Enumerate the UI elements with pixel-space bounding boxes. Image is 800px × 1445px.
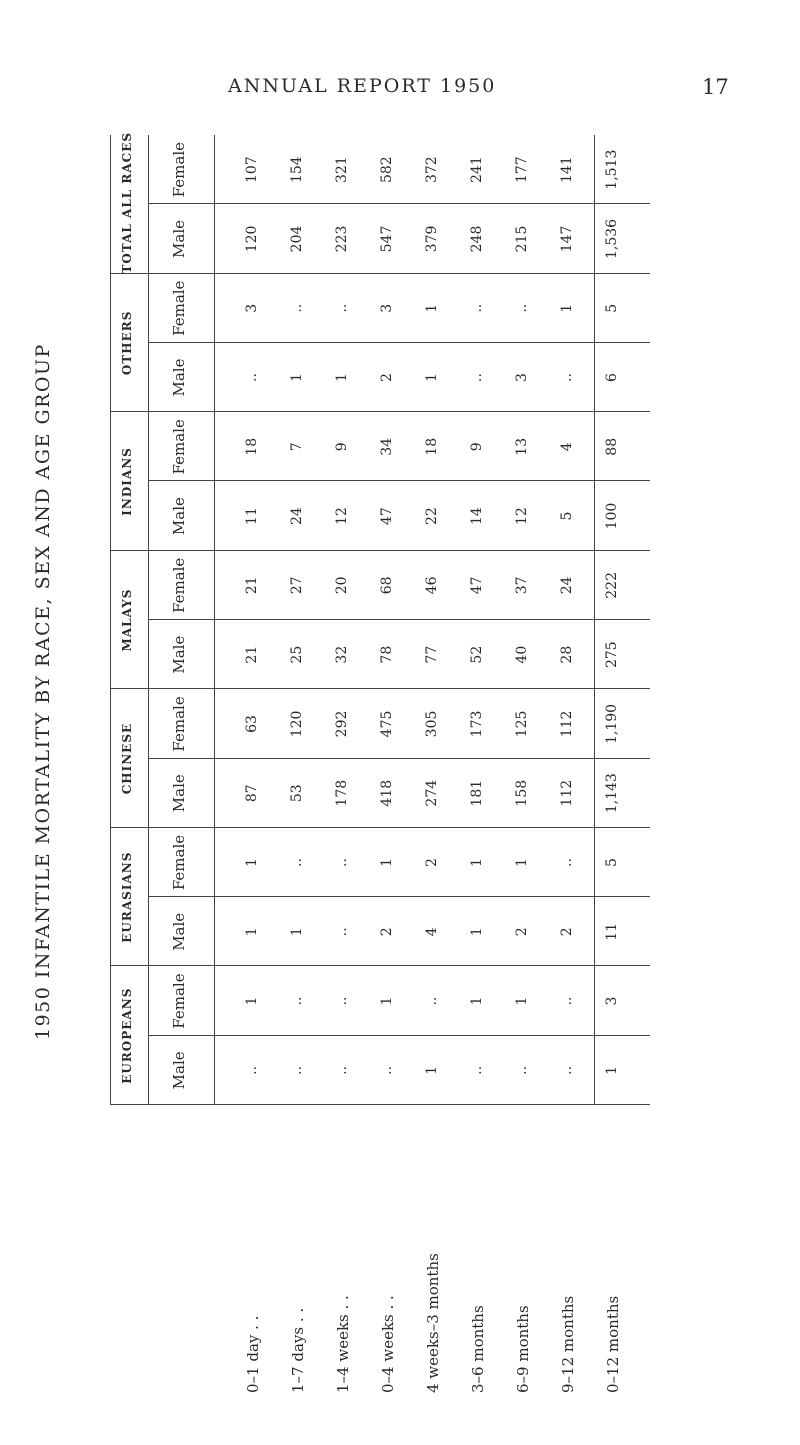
table-cell: 2 bbox=[379, 373, 395, 382]
male-header: Male bbox=[170, 774, 188, 813]
table-cell: .. bbox=[559, 1065, 575, 1075]
table-cell: 204 bbox=[289, 225, 305, 253]
table-cell: 177 bbox=[514, 156, 530, 184]
table-cell: .. bbox=[514, 1065, 530, 1075]
table-cell: 1 bbox=[559, 303, 575, 313]
table-cell: 173 bbox=[469, 710, 485, 738]
table-cell: .. bbox=[289, 858, 305, 867]
age-group-label: 3–6 months bbox=[469, 1305, 487, 1393]
table-cell: 274 bbox=[424, 779, 440, 807]
table-cell: 46 bbox=[424, 576, 440, 595]
table-cell: 181 bbox=[469, 779, 485, 807]
female-header: Female bbox=[170, 280, 188, 336]
table-cell: .. bbox=[469, 303, 485, 313]
table-cell: 2 bbox=[424, 858, 440, 867]
male-header: Male bbox=[170, 912, 188, 951]
table-cell: 158 bbox=[514, 779, 530, 807]
table-cell: 1,143 bbox=[604, 773, 620, 814]
male-header: Male bbox=[170, 219, 188, 258]
table-cell: 418 bbox=[379, 779, 395, 807]
table-cell: 18 bbox=[424, 437, 440, 456]
table-cell: 18 bbox=[244, 437, 260, 456]
table-cell: 6 bbox=[604, 373, 620, 382]
table-cell: 11 bbox=[244, 507, 260, 525]
table-cell: 24 bbox=[289, 507, 305, 525]
table-cell: 63 bbox=[244, 715, 260, 733]
table-cell: 12 bbox=[334, 507, 350, 525]
table-cell: 78 bbox=[379, 645, 395, 664]
table-cell: 40 bbox=[514, 645, 530, 664]
table-cell: 1,536 bbox=[604, 218, 620, 259]
table-cell: 47 bbox=[469, 576, 485, 595]
table-cell: 1 bbox=[424, 1065, 440, 1075]
table-cell: 1,513 bbox=[604, 149, 620, 190]
table-cell: 88 bbox=[604, 437, 620, 456]
table-cell: 4 bbox=[559, 442, 575, 452]
table-cell: 147 bbox=[559, 225, 575, 253]
table-cell: 321 bbox=[334, 156, 350, 184]
table-cell: 248 bbox=[469, 225, 485, 253]
table-cell: 3 bbox=[604, 996, 620, 1006]
table-cell: 582 bbox=[379, 156, 395, 184]
race-header: MALAYS bbox=[120, 588, 134, 652]
male-header: Male bbox=[170, 358, 188, 397]
male-header: Male bbox=[170, 635, 188, 674]
table-cell: 1 bbox=[289, 373, 305, 382]
table-cell: 3 bbox=[244, 303, 260, 313]
table-cell: 292 bbox=[334, 710, 350, 738]
total-rule bbox=[594, 135, 595, 1105]
female-header: Female bbox=[170, 557, 188, 614]
race-subheader-rule bbox=[148, 966, 149, 1105]
age-group-label: 0–4 weeks . . bbox=[379, 1295, 397, 1393]
table-cell: 1 bbox=[244, 927, 260, 937]
table-cell: 1 bbox=[469, 927, 485, 937]
table-cell: 1 bbox=[379, 996, 395, 1006]
table-cell: .. bbox=[334, 858, 350, 867]
header-top-rule bbox=[110, 135, 111, 1105]
table-cell: .. bbox=[334, 927, 350, 937]
female-header: Female bbox=[170, 834, 188, 891]
table-cell: .. bbox=[379, 1065, 395, 1075]
table-cell: .. bbox=[559, 996, 575, 1006]
table-cell: 77 bbox=[424, 645, 440, 664]
race-header: TOTAL ALL RACES bbox=[120, 131, 134, 274]
table-cell: .. bbox=[334, 996, 350, 1006]
table-cell: .. bbox=[514, 303, 530, 313]
table-cell: 241 bbox=[469, 156, 485, 184]
table-cell: .. bbox=[559, 373, 575, 382]
table-cell: 222 bbox=[604, 572, 620, 599]
table-cell: .. bbox=[289, 303, 305, 313]
table-cell: 1 bbox=[469, 858, 485, 867]
table-cell: 11 bbox=[604, 922, 620, 941]
table-cell: 9 bbox=[469, 442, 485, 452]
table-cell: 547 bbox=[379, 225, 395, 253]
age-group-label: 1–7 days . . bbox=[289, 1307, 307, 1393]
table-cell: 52 bbox=[469, 645, 485, 664]
table-cell: 5 bbox=[559, 511, 575, 521]
race-subheader-rule bbox=[148, 689, 149, 828]
mortality-table bbox=[110, 131, 670, 1405]
page-header bbox=[0, 75, 800, 115]
table-cell: .. bbox=[289, 996, 305, 1006]
table-cell: 120 bbox=[289, 710, 305, 738]
table-cell: 47 bbox=[379, 507, 395, 525]
male-header: Male bbox=[170, 1051, 188, 1090]
table-cell: 2 bbox=[559, 927, 575, 937]
table-cell: 1 bbox=[379, 858, 395, 867]
table-cell: 305 bbox=[424, 710, 440, 738]
table-cell: 9 bbox=[334, 442, 350, 452]
race-header: EURASIANS bbox=[120, 851, 134, 943]
table-cell: 1 bbox=[334, 373, 350, 382]
table-cell: 3 bbox=[514, 373, 530, 382]
table-cell: .. bbox=[469, 373, 485, 382]
table-cell: 21 bbox=[244, 576, 260, 595]
table-cell: 141 bbox=[559, 156, 575, 184]
table-cell: 215 bbox=[514, 225, 530, 253]
table-cell: 12 bbox=[514, 507, 530, 525]
table-cell: 14 bbox=[469, 507, 485, 525]
table-cell: 112 bbox=[559, 779, 575, 807]
table-cell: 154 bbox=[289, 156, 305, 184]
age-group-label: 1–4 weeks . . bbox=[334, 1295, 352, 1393]
table-cell: 372 bbox=[424, 156, 440, 184]
page-number: 17 bbox=[702, 75, 729, 99]
table-cell: 1 bbox=[469, 996, 485, 1006]
table-cell: 21 bbox=[244, 645, 260, 664]
running-title: ANNUAL REPORT 1950 bbox=[228, 75, 497, 97]
race-header: INDIANS bbox=[120, 447, 134, 516]
table-cell: 1 bbox=[289, 927, 305, 937]
age-group-label: 0–1 day . . bbox=[244, 1315, 262, 1393]
table-title: 1950 INFANTILE MORTALITY BY RACE, SEX AND AGE GROUP bbox=[32, 343, 54, 1040]
race-subheader-rule bbox=[148, 551, 149, 690]
table-cell: 1 bbox=[424, 373, 440, 382]
table-cell: .. bbox=[289, 1065, 305, 1075]
table-cell: .. bbox=[244, 373, 260, 382]
table-cell: .. bbox=[559, 858, 575, 867]
female-header: Female bbox=[170, 973, 188, 1029]
table-cell: 1 bbox=[514, 858, 530, 867]
table-cell: 1 bbox=[604, 1065, 620, 1075]
table-cell: 5 bbox=[604, 858, 620, 867]
table-cell: 475 bbox=[379, 710, 395, 738]
table-cell: 20 bbox=[334, 576, 350, 595]
female-header: Female bbox=[170, 142, 188, 198]
table-cell: .. bbox=[334, 303, 350, 313]
female-header: Female bbox=[170, 696, 188, 752]
race-header: EUROPEANS bbox=[120, 987, 134, 1084]
age-group-label: 9–12 months bbox=[559, 1295, 577, 1393]
race-header: CHINESE bbox=[120, 722, 134, 795]
table-cell: .. bbox=[469, 1065, 485, 1075]
table-cell: 3 bbox=[379, 303, 395, 313]
table-cell: 2 bbox=[379, 927, 395, 937]
race-subheader-rule bbox=[148, 274, 149, 413]
race-subheader-rule bbox=[148, 412, 149, 551]
table-cell: 1,190 bbox=[604, 703, 620, 744]
table-cell: 25 bbox=[289, 645, 305, 664]
male-header: Male bbox=[170, 497, 188, 536]
race-header: OTHERS bbox=[120, 310, 134, 376]
table-cell: 1 bbox=[424, 303, 440, 313]
table-cell: 7 bbox=[289, 442, 305, 452]
table-cell: .. bbox=[334, 1065, 350, 1075]
table-cell: 34 bbox=[379, 437, 395, 456]
table-cell: 125 bbox=[514, 710, 530, 738]
female-header: Female bbox=[170, 419, 188, 475]
table-cell: 68 bbox=[379, 576, 395, 595]
table-cell: 27 bbox=[289, 576, 305, 595]
table-cell: .. bbox=[424, 996, 440, 1006]
table-cell: 32 bbox=[334, 645, 350, 664]
table-cell: 1 bbox=[514, 996, 530, 1006]
table-cell: 100 bbox=[604, 502, 620, 530]
age-group-label: 4 weeks–3 months bbox=[424, 1253, 442, 1393]
header-bottom-rule bbox=[214, 135, 215, 1105]
table-cell: .. bbox=[244, 1065, 260, 1075]
table-cell: 13 bbox=[514, 437, 530, 456]
table-cell: 28 bbox=[559, 645, 575, 664]
race-subheader-rule bbox=[148, 135, 149, 274]
age-group-label: 6–9 months bbox=[514, 1305, 532, 1393]
table-cell: 4 bbox=[424, 927, 440, 937]
table-cell: 5 bbox=[604, 303, 620, 313]
table-cell: 379 bbox=[424, 225, 440, 253]
table-cell: 22 bbox=[424, 507, 440, 525]
race-subheader-rule bbox=[148, 828, 149, 967]
table-cell: 37 bbox=[514, 576, 530, 595]
table-cell: 87 bbox=[244, 784, 260, 803]
table-cell: 53 bbox=[289, 784, 305, 803]
age-group-label: 0–12 months bbox=[604, 1295, 622, 1393]
table-cell: 1 bbox=[244, 858, 260, 867]
table-cell: 2 bbox=[514, 927, 530, 937]
table-cell: 24 bbox=[559, 576, 575, 595]
table-cell: 223 bbox=[334, 225, 350, 253]
table-cell: 112 bbox=[559, 710, 575, 738]
table-cell: 275 bbox=[604, 641, 620, 669]
table-cell: 178 bbox=[334, 779, 350, 807]
table-cell: 120 bbox=[244, 225, 260, 253]
table-cell: 107 bbox=[244, 156, 260, 184]
table-cell: 1 bbox=[244, 996, 260, 1006]
